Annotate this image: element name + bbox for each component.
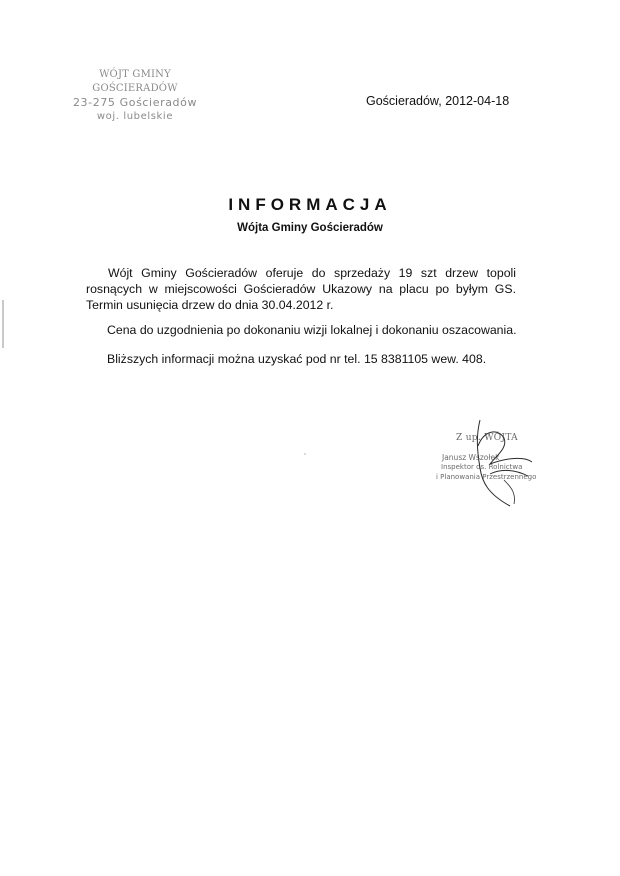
- place-and-date: Gościeradów, 2012-04-18: [366, 94, 510, 108]
- document-subtitle: Wójta Gminy Gościeradów: [237, 222, 383, 234]
- body-paragraph-price: Cena do uzgodnienia po dokonaniu wizji lokalnej i dokonaniu oszacowania.: [107, 323, 517, 337]
- document-title: INFORMACJA: [228, 195, 392, 214]
- signature-name-line: Janusz Wszołek: [442, 453, 500, 462]
- signature-authority-line: Z up. WÓJTA: [456, 433, 518, 443]
- scan-edge-mark: [2, 300, 4, 348]
- stamp-line-office: WÓJT GMINY GOŚCIERADÓW: [92, 69, 178, 94]
- body-paragraph-contact: Bliższych informacji można uzyskać pod nr tel. 15 8381105 wew. 408.: [107, 352, 487, 366]
- letterhead-stamp: [60, 68, 210, 124]
- signature-position-line: Inspektor ds. Rolnictwa: [441, 463, 523, 471]
- signature-department-line: i Planowania Przestrzennego: [436, 473, 537, 481]
- handwritten-signature: [420, 418, 560, 513]
- stamp-line-province: woj. lubelskie: [96, 111, 174, 122]
- body-paragraph-offer-text: Wójt Gminy Gościeradów oferuje do sprzedaży 19 szt drzew topoli rosnących w miejscowości Gościeradów Ukazowy na placu po byłym GS. Termin usunięcia drzew do dnia 30.04.2012 r.: [86, 266, 516, 312]
- signature-stamp: [420, 418, 560, 513]
- stamp-line-address: 23-275 Gościeradów: [72, 96, 198, 109]
- scan-speck: [304, 453, 306, 455]
- body-paragraph-offer: [86, 265, 516, 313]
